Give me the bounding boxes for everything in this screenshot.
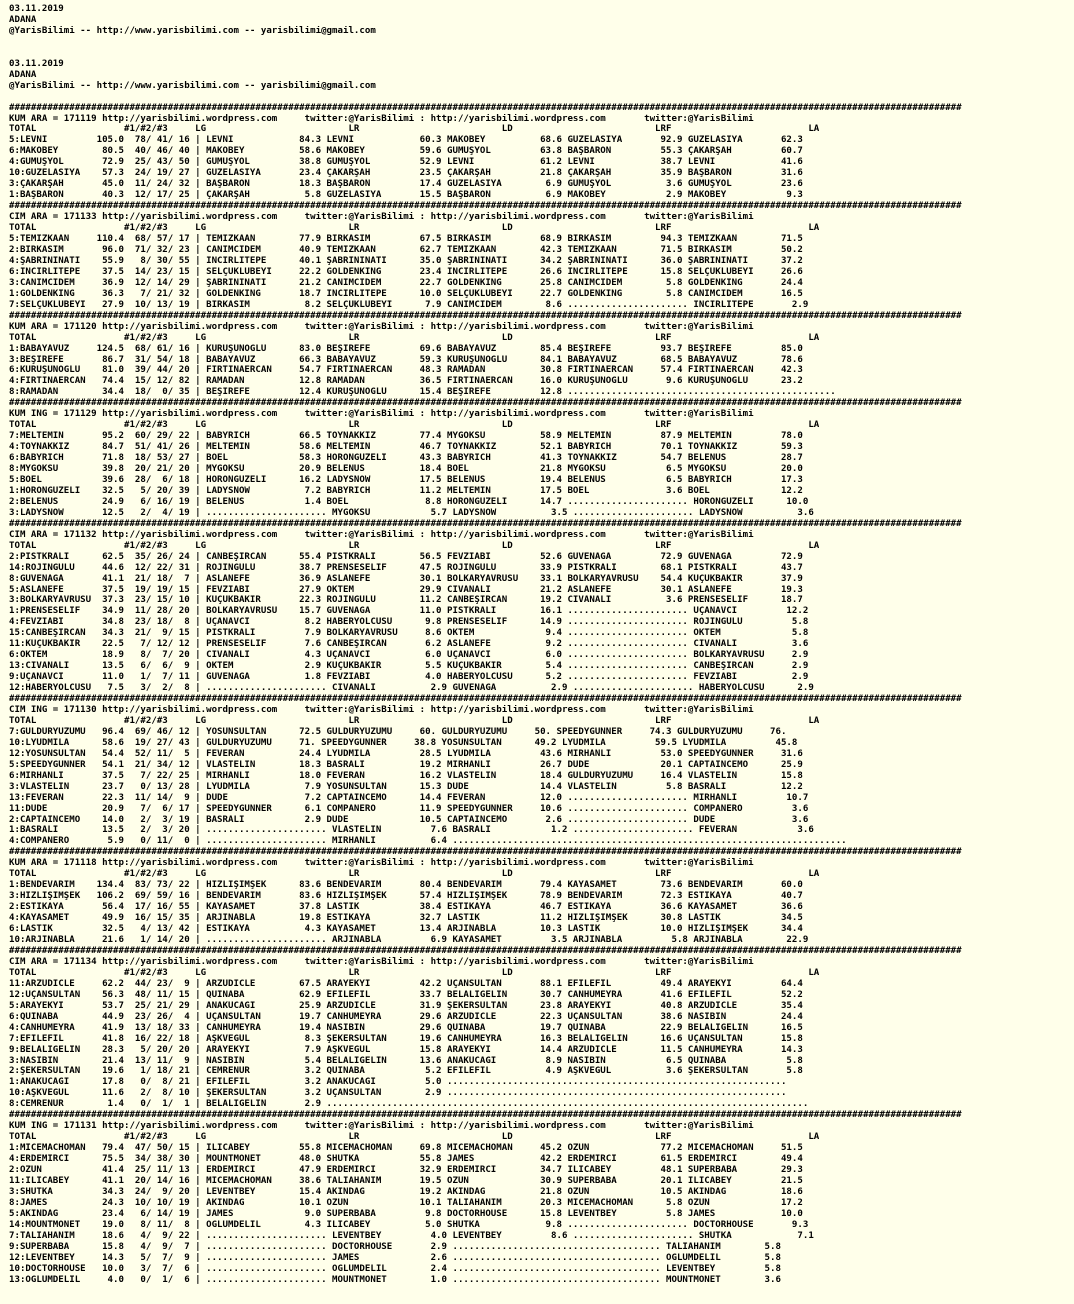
report-line	[9, 37, 1074, 48]
horse-row: 5:SPEEDYGUNNER 54.1 21/ 34/ 12 | VLASTELIN 18.3 BASRALI 19.2 MİRHANLI 26.7 DUDE 20.1 CAPTAINCEMO 25.9	[9, 759, 803, 770]
horse-row: 1:ANAKUCAĞI 17.8 0/ 8/ 21 | EFİLEFİL 3.2 ANAKUCAĞI 5.0 ..............................................................	[9, 1077, 787, 1088]
horse-row: 3:LADYSNOW 12.5 2/ 4/ 19 | ...................... MYGOKSU 5.7 LADYSNOW 3.5 ...................... LADYSNOW 3.6	[9, 507, 814, 518]
horse-row: 9:BELALIGELİN 28.3 5/ 20/ 20 | ARAYEKYİ 7.9 AŞKVEGUL 15.8 ARAYEKYİ 14.4 ARZUDİCLE 11.5 CANHÜMEYRA 14.3	[9, 1044, 803, 1055]
horse-row: 11:ILICABEY 41.1 20/ 14/ 16 | MICEMACHOMAN 38.6 TALIAHANIM 19.5 OZUN 30.9 SUPERBABA 20.1 ILICABEY 21.5	[9, 1175, 803, 1186]
section-separator: ##############################################################################################################################################################################	[9, 310, 962, 321]
horse-row: 13:FEVERAN 22.3 11/ 14/ 9 | DUDE 7.2 CAPTAINCEMO 14.4 FEVERAN 12.0 ...................... MİRHANLI 10.7	[9, 792, 809, 803]
column-header: TOTAL #1/#2/#3 LG LR LD LRF LA	[9, 1132, 820, 1143]
horse-row: 3:SHUTKA 34.3 24/ 9/ 20 | LEVENTBEY 15.4 AKINDAĞ 19.2 AKINDAĞ 21.8 OZUN 10.5 AKINDAĞ 18.6	[9, 1186, 803, 1197]
horse-row: 1:PRENSESELİF 34.9 11/ 28/ 20 | BOLKARYAVRUSU 15.7 GÜVENAĞA 11.0 PİSTKRALI 16.1 ...................... UÇANAVCI 12.2	[9, 606, 809, 617]
horse-row: 1:HORONGÜZELİ 32.5 5/ 20/ 39 | LADYSNOW 7.2 BABYRICH 11.2 MELTEMİN 17.5 BOEL 3.6 BOEL 12.2	[9, 485, 803, 496]
horse-row: 10:AŞKVEGUL 11.6 2/ 8/ 10 | ŞEKERSULTAN 3.2 UÇANSULTAN 2.9 ..............................................................	[9, 1088, 787, 1099]
section-separator: ##############################################################################################################################################################################	[9, 694, 962, 705]
horse-row: 8:JAMES 24.3 10/ 10/ 19 | AKINDAĞ 10.1 OZUN 10.1 TALIAHANIM 20.3 MICEMACHOMAN 5.8 OZUN 17.2	[9, 1197, 803, 1208]
report-line	[9, 48, 1074, 59]
horse-row: 11:DUDE 20.9 7/ 6/ 17 | SPEEDYGUNNER 6.1 COMPANERO 11.9 SPEEDYGUNNER 10.6 ...................... COMPANERO 3.6	[9, 803, 809, 814]
horse-row: 3:HIZLIŞIMŞEK 106.2 69/ 59/ 16 | BENDEVARIM 83.6 HIZLIŞIMŞEK 57.4 HIZLIŞIMŞEK 78.9 BENDEVARIM 72.3 ESTİKAYA 40.7	[9, 891, 803, 902]
horse-row: 7:MELTEMİN 95.2 60/ 29/ 22 | BABYRICH 66.5 TOYNAKKIZ 77.4 MYGOKSU 58.9 MELTEMİN 87.9 MELTEMİN 78.0	[9, 431, 803, 442]
column-header: TOTAL #1/#2/#3 LG LR LD LRF LA	[9, 332, 820, 343]
race-header: KUM ING = 171131 http://yarisbilimi.wordpress.com twitter:@YarisBilimi : http://yarisbilimi.wordpress.com twitter:@YarisBilimi	[9, 1121, 754, 1132]
horse-row: 2:PİSTKRALI 62.5 35/ 26/ 24 | CANBEŞİRCAN 55.4 PİSTKRALI 56.5 FEVZİABİ 52.6 GÜVENAĞA 72.9 GÜVENAĞA 72.9	[9, 551, 803, 562]
horse-row: 2:BİRKASIM 96.0 71/ 32/ 23 | CANIMCİDEM 40.9 TEMİZKAAN 62.7 TEMİZKAAN 42.3 TEMİZKAAN 71.5 BİRKASIM 50.2	[9, 244, 803, 255]
horse-row: 8:MYGOKSU 39.8 20/ 21/ 20 | MYGOKSU 20.9 BELENUS 18.4 BOEL 21.8 MYGOKSU 6.5 MYGOKSU 20.0	[9, 464, 803, 475]
horse-row: 6:QUINABA 44.9 23/ 26/ 4 | UÇANSULTAN 19.7 CANHÜMEYRA 29.6 ARZUDİCLE 22.3 UÇANSULTAN 38.6 NASIBIN 24.4	[9, 1011, 803, 1022]
race-header: KUM ARA = 171119 http://yarisbilimi.wordpress.com twitter:@YarisBilimi : http://yarisbilimi.wordpress.com twitter:@YarisBilimi	[9, 113, 754, 124]
horse-row: 7:GULDÜRYÜZÜMÜ 96.4 69/ 46/ 12 | YOSUNSULTAN 72.5 GULDÜRYÜZÜMÜ 60. GULDÜRYÜZÜMÜ 50. SPEEDYGUNNER 74.3 GULDÜRYÜZÜMÜ 76.	[9, 726, 787, 737]
horse-row: 5:AKINDAĞ 23.4 6/ 14/ 19 | JAMES 9.0 SUPERBABA 9.8 DOCTORHOUSE 15.8 LEVENTBEY 5.8 JAMES 10.0	[9, 1208, 803, 1219]
horse-row: 5:TEMİZKAAN 110.4 68/ 57/ 17 | TEMİZKAAN 77.9 BİRKASIM 67.5 BİRKASIM 68.9 BİRKASIM 94.3 TEMİZKAAN 71.5	[9, 234, 803, 245]
horse-row: 2:OZUN 41.4 25/ 11/ 13 | ERDEMİRCİ 47.9 ERDEMİRCİ 32.9 ERDEMİRCİ 34.7 ILICABEY 48.1 SUPERBABA 29.3	[9, 1165, 803, 1176]
horse-row: 3:BEŞİREFE 86.7 31/ 54/ 18 | BABAYAVUZ 66.3 BABAYAVUZ 59.3 KURUŞUNOĞLU 84.1 BABAYAVUZ 68.5 BABAYAVUZ 78.6	[9, 354, 803, 365]
section-separator: ##############################################################################################################################################################################	[9, 102, 962, 113]
report-line	[9, 92, 1074, 103]
track-name: ADANA	[9, 69, 37, 80]
horse-row: 3:CANIMCİDEM 36.9 12/ 14/ 29 | ŞABRININATI 21.2 CANIMCİDEM 22.7 GOLDENKING 25.8 CANIMCİDEM 5.8 GOLDENKING 24.4	[9, 277, 803, 288]
horse-row: 11:ARZUDİCLE 62.2 44/ 23/ 9 | ARZUDİCLE 67.5 ARAYEKYİ 42.2 UÇANSULTAN 88.1 EFİLEFİL 49.4 ARAYEKYİ 64.4	[9, 978, 803, 989]
track-name: ADANA	[9, 14, 37, 25]
horse-row: 4:GÜMÜŞYOL 72.9 25/ 43/ 50 | GÜMÜŞYOL 38.8 GÜMÜŞYOL 52.9 LEVNİ 61.2 LEVNİ 38.7 LEVNİ 41.6	[9, 157, 803, 168]
race-header: CIM ARA = 171132 http://yarisbilimi.wordpress.com twitter:@YarisBilimi : http://yarisbilimi.wordpress.com twitter:@YarisBilimi	[9, 529, 754, 540]
horse-row: 12:YOSUNSULTAN 54.4 52/ 11/ 5 | FEVERAN 24.4 LYUDMILA 28.5 LYUDMILA 43.6 MİRHANLI 53.0 SPEEDYGUNNER 31.6	[9, 748, 803, 759]
section-separator: ##############################################################################################################################################################################	[9, 518, 962, 529]
horse-row: 4:KAYASAMET 49.9 16/ 15/ 35 | ARJİNABLA 19.8 ESTİKAYA 32.7 LASTİK 11.2 HIZLIŞIMŞEK 30.8 LASTİK 34.5	[9, 913, 803, 924]
column-header: TOTAL #1/#2/#3 LG LR LD LRF LA	[9, 540, 820, 551]
section-separator: ##############################################################################################################################################################################	[9, 201, 962, 212]
horse-row: 6:LASTİK 32.5 4/ 13/ 42 | ESTİKAYA 4.3 KAYASAMET 13.4 ARJİNABLA 10.3 LASTİK 10.0 HIZLIŞIMŞEK 34.4	[9, 924, 803, 935]
horse-row: 8:GÜVENAĞA 41.1 21/ 18/ 7 | ASLANEFE 36.9 ASLANEFE 30.1 BOLKARYAVRUSU 33.1 BOLKARYAVRUSU 54.4 KÜÇÜKBAKIR 37.9	[9, 573, 803, 584]
horse-row: 6:BABYRICH 71.8 18/ 53/ 27 | BOEL 58.3 HORONGÜZELİ 43.3 BABYRICH 41.3 TOYNAKKIZ 54.7 BELENUS 28.7	[9, 453, 803, 464]
contact-line: @YarisBilimi -- http://www.yarisbilimi.com -- yarisbilimi@gmail.com	[9, 80, 376, 91]
horse-row: 12:LEVENTBEY 14.3 5/ 7/ 9 | ...................... JAMES 2.6 ...................................... OGLUMDELİL 5.8	[9, 1252, 781, 1263]
section-separator: ##############################################################################################################################################################################	[9, 1110, 962, 1121]
horse-row: 4:ERDEMİRCİ 75.5 34/ 38/ 30 | MOUNTMONET 48.0 SHUTKA 55.8 JAMES 42.2 ERDEMİRCİ 61.5 ERDEMİRCİ 49.4	[9, 1154, 803, 1165]
horse-row: 11:KÜÇÜKBAKIR 22.5 7/ 12/ 12 | PRENSESELİF 7.6 CANBEŞİRCAN 6.2 ASLANEFE 9.2 ...................... CİVANALİ 3.6	[9, 639, 809, 650]
report-date: 03.11.2019	[9, 4, 64, 14]
section-separator: ##############################################################################################################################################################################	[9, 847, 962, 858]
horse-row: 4:COMPANERO 5.9 0/ 11/ 0 | ...................... MİRHANLI 6.4 ........................................................................	[9, 836, 847, 847]
horse-row: 2:BELENUS 24.9 6/ 16/ 19 | BELENUS 1.4 BOEL 8.8 HORONGÜZELİ 14.7 ...................... HORONGÜZELİ 10.0	[9, 496, 809, 507]
horse-row: 1:BABAYAVUZ 124.5 68/ 61/ 16 | KURUŞUNOĞLU 83.0 BEŞİREFE 69.6 BABAYAVUZ 85.4 BEŞİREFE 93.7 BEŞİREFE 85.0	[9, 343, 803, 354]
horse-row: 1:BASRALI 13.5 2/ 3/ 20 | ...................... VLASTELIN 7.6 BASRALI 1.2 ...................... FEVERAN 3.6	[9, 825, 814, 836]
contact-line: @YarisBilimi -- http://www.yarisbilimi.com -- yarisbilimi@gmail.com	[9, 25, 376, 36]
horse-row: 6:MİRHANLI 37.5 7/ 22/ 25 | MİRHANLI 18.0 FEVERAN 16.2 VLASTELIN 18.4 GULDÜRYÜZÜMÜ 16.4 VLASTELIN 15.8	[9, 770, 803, 781]
column-header: TOTAL #1/#2/#3 LG LR LD LRF LA	[9, 869, 820, 880]
race-header: CIM ARA = 171134 http://yarisbilimi.wordpress.com twitter:@YarisBilimi : http://yarisbilimi.wordpress.com twitter:@YarisBilimi	[9, 956, 754, 967]
column-header: TOTAL #1/#2/#3 LG LR LD LRF LA	[9, 124, 820, 135]
horse-row: 6:MAKOBEY 80.5 40/ 46/ 40 | MAKOBEY 58.6 MAKOBEY 59.6 GÜMÜŞYOL 63.8 BAŞBARON 55.3 ÇAKARŞAH 60.7	[9, 146, 803, 157]
horse-row: 1:BAŞBARON 40.3 12/ 17/ 25 | ÇAKARŞAH 5.8 GÜZELASİYA 15.5 BAŞBARON 6.9 MAKOBEY 2.9 MAKOBEY 9.3	[9, 190, 803, 201]
horse-row: 13:CİVANALİ 13.5 6/ 6/ 9 | ÖKTEM 2.9 KÜÇÜKBAKIR 5.5 KÜÇÜKBAKIR 5.4 ...................... CANBEŞİRCAN 2.9	[9, 661, 809, 672]
horse-row: 10:LYUDMILA 58.6 19/ 27/ 43 | GULDÜRYÜZÜMÜ 71. SPEEDYGUNNER 38.8 YOSUNSULTAN 49.2 LYUDMILA 59.5 LYUDMILA 45.8	[9, 737, 798, 748]
race-header: KUM ARA = 171120 http://yarisbilimi.wordpress.com twitter:@YarisBilimi : http://yarisbilimi.wordpress.com twitter:@YarisBilimi	[9, 321, 754, 332]
horse-row: 2:CAPTAINCEMO 14.0 2/ 3/ 19 | BASRALI 2.9 DUDE 10.5 CAPTAINCEMO 2.6 ...................... DUDE 3.6	[9, 814, 809, 825]
horse-row: 9:UÇANAVCI 11.0 1/ 7/ 11 | GÜVENAĞA 1.8 FEVZİABİ 4.0 HABERYOLCUSU 5.2 ...................... FEVZİABİ 2.9	[9, 672, 809, 683]
section-separator: ##############################################################################################################################################################################	[9, 398, 962, 409]
horse-row: 3:BOLKARYAVRUSU 37.3 23/ 15/ 10 | KÜÇÜKBAKIR 22.3 ROJİNGÜLÜ 11.2 CANBEŞİRCAN 19.2 CİVANALİ 3.6 PRENSESELİF 18.7	[9, 595, 803, 606]
horse-row: 9:SUPERBABA 15.8 4/ 9/ 7 | ...................... DOCTORHOUSE 2.9 ...................................... TALIAHANIM 5.8	[9, 1241, 781, 1252]
horse-row: 4:ŞABRININATI 55.9 8/ 30/ 55 | İNCİRLİTEPE 40.1 ŞABRININATI 35.0 ŞABRININATI 34.2 ŞABRININATI 36.0 ŞABRININATI 37.2	[9, 255, 803, 266]
horse-row: 4:FIRTINAERCAN 74.4 15/ 12/ 82 | RAMADAN 12.8 RAMADAN 36.5 FIRTINAERCAN 16.0 KURUŞUNOĞLU 9.6 KURUŞUNOĞLU 23.2	[9, 376, 803, 387]
horse-row: 14:MOUNTMONET 19.0 8/ 11/ 8 | OGLUMDELİL 4.3 ILICABEY 5.0 SHUTKA 9.8 ...................... DOCTORHOUSE 9.3	[9, 1219, 809, 1230]
horse-row: 5:LEVNİ 105.0 78/ 41/ 16 | LEVNİ 84.3 LEVNİ 60.3 MAKOBEY 68.6 GÜZELASİYA 92.9 GÜZELASİYA 62.3	[9, 135, 803, 146]
horse-row: 3:ÇAKARŞAH 45.0 11/ 24/ 32 | BAŞBARON 18.3 BAŞBARON 17.4 GÜZELASİYA 6.9 GÜMÜŞYOL 3.6 GÜMÜŞYOL 23.6	[9, 179, 803, 190]
horse-row: 4:FEVZİABİ 34.8 23/ 18/ 8 | UÇANAVCI 8.2 HABERYOLCUSU 9.8 PRENSESELİF 14.9 ...................... ROJİNGÜLÜ 5.8	[9, 617, 809, 628]
race-header: KUM ARA = 171118 http://yarisbilimi.wordpress.com twitter:@YarisBilimi : http://yarisbilimi.wordpress.com twitter:@YarisBilimi	[9, 858, 754, 869]
horse-row: 8:RAMADAN 34.4 18/ 0/ 35 | BEŞİREFE 12.4 KURUŞUNOĞLU 15.4 BEŞİREFE 12.8 .................................................	[9, 387, 836, 398]
race-header: CIM ING = 171130 http://yarisbilimi.wordpress.com twitter:@YarisBilimi : http://yarisbilimi.wordpress.com twitter:@YarisBilimi	[9, 705, 754, 715]
horse-row: 4:CANHÜMEYRA 41.9 13/ 18/ 33 | CANHÜMEYRA 19.4 NASIBIN 29.6 QUINABA 19.7 QUINABA 22.9 BELALIGELİN 16.5	[9, 1022, 803, 1033]
horse-row: 6:KURUŞUNOĞLU 81.0 39/ 44/ 20 | FIRTINAERCAN 54.7 FIRTINAERCAN 48.3 RAMADAN 30.8 FIRTINAERCAN 57.4 FIRTINAERCAN 42.3	[9, 365, 803, 376]
section-separator: ##############################################################################################################################################################################	[9, 945, 962, 956]
horse-row: 7:EFİLEFİL 41.8 16/ 22/ 18 | AŞKVEGUL 8.3 ŞEKERSULTAN 19.6 CANHÜMEYRA 16.3 BELALIGELİN 16.6 UÇANSULTAN 15.8	[9, 1033, 803, 1044]
horse-row: 3:NASIBIN 21.4 13/ 11/ 9 | NASIBIN 5.4 BELALIGELİN 13.6 ANAKUCAĞI 8.9 NASIBIN 6.5 QUINABA 5.8	[9, 1055, 803, 1066]
horse-row: 7:SELÇUKLUBEYİ 27.9 10/ 13/ 19 | BİRKASIM 8.2 SELÇUKLUBEYİ 7.9 CANIMCİDEM 8.6 ...................... İNCİRLİTEPE 2.9	[9, 299, 809, 310]
horse-row: 10:GÜZELASİYA 57.3 24/ 19/ 27 | GÜZELASİYA 23.4 ÇAKARŞAH 23.5 ÇAKARŞAH 21.8 ÇAKARŞAH 35.9 BAŞBARON 31.6	[9, 168, 803, 179]
horse-row: 6:İNCİRLİTEPE 37.5 14/ 23/ 15 | SELÇUKLUBEYİ 22.2 GOLDENKING 23.4 İNCİRLİTEPE 26.6 İNCİRLİTEPE 15.8 SELÇUKLUBEYİ 26.6	[9, 266, 803, 277]
horse-row: 10:ARJİNABLA 21.6 1/ 14/ 20 | ...................... ARJİNABLA 6.9 KAYASAMET 3.5 ARJİNABLA 5.8 ARJİNABLA 22.9	[9, 935, 809, 946]
horse-row: 2:ŞEKERSULTAN 19.6 1/ 18/ 21 | CEMRENUR 3.2 QUINABA 5.2 EFİLEFİL 4.9 AŞKVEGUL 3.6 ŞEKERSULTAN 5.8	[9, 1066, 803, 1077]
race-header: CIM ARA = 171133 http://yarisbilimi.wordpress.com twitter:@YarisBilimi : http://yarisbilimi.wordpress.com twitter:@YarisBilimi	[9, 212, 754, 223]
horse-row: 5:BOEL 39.6 28/ 6/ 18 | HORONGÜZELİ 16.2 LADYSNOW 17.5 BELENUS 19.4 BELENUS 6.5 BABYRICH 17.3	[9, 474, 803, 485]
horse-row: 2:ESTİKAYA 56.4 17/ 16/ 55 | KAYASAMET 37.8 LASTİK 38.4 ESTİKAYA 46.7 ESTİKAYA 36.6 KAYASAMET 36.6	[9, 902, 803, 913]
horse-row: 13:OGLUMDELİL 4.0 0/ 1/ 6 | ...................... MOUNTMONET 1.0 ...................................... MOUNTMONET 3.6	[9, 1274, 781, 1285]
horse-row: 6:ÖKTEM 18.9 8/ 7/ 20 | CİVANALİ 4.3 UÇANAVCI 6.0 UÇANAVCI 6.0 ...................... BOLKARYAVRUSU 2.9	[9, 650, 809, 661]
column-header: TOTAL #1/#2/#3 LG LR LD LRF LA	[9, 967, 820, 978]
report-date: 03.11.2019	[9, 58, 64, 69]
horse-row: 8:CEMRENUR 1.4 0/ 1/ 1 | BELALIGELİN 2.9 ........................................................................................	[9, 1099, 809, 1110]
horse-row: 12:UÇANSULTAN 56.3 48/ 11/ 15 | QUINABA 62.9 EFİLEFİL 33.7 BELALIGELİN 30.7 CANHÜMEYRA 41.6 EFİLEFİL 52.2	[9, 989, 803, 1000]
horse-row: 7:TALIAHANIM 18.6 4/ 9/ 22 | ...................... LEVENTBEY 4.0 LEVENTBEY 8.6 ...................... SHUTKA 7.1	[9, 1230, 814, 1241]
horse-row: 4:TOYNAKKIZ 84.7 51/ 41/ 26 | MELTEMİN 58.6 MELTEMİN 46.7 TOYNAKKIZ 52.1 BABYRICH 70.1 TOYNAKKIZ 59.3	[9, 442, 803, 453]
horse-row: 14:ROJİNGÜLÜ 44.6 12/ 22/ 31 | ROJİNGÜLÜ 38.7 PRENSESELİF 47.5 ROJİNGÜLÜ 33.9 PİSTKRALI 68.1 PİSTKRALI 43.7	[9, 562, 803, 573]
race-header: KUM ING = 171129 http://yarisbilimi.wordpress.com twitter:@YarisBilimi : http://yarisbilimi.wordpress.com twitter:@YarisBilimi	[9, 409, 754, 420]
column-header: TOTAL #1/#2/#3 LG LR LD LRF LA	[9, 715, 820, 726]
horse-row: 1:GOLDENKING 36.3 7/ 21/ 32 | GOLDENKING 18.7 İNCİRLİTEPE 10.0 SELÇUKLUBEYİ 22.7 GOLDENKING 5.8 CANIMCİDEM 16.5	[9, 288, 803, 299]
horse-row: 1:MICEMACHOMAN 79.4 47/ 50/ 15 | ILICABEY 55.8 MICEMACHOMAN 69.8 MICEMACHOMAN 45.2 OZUN 77.2 MICEMACHOMAN 51.5	[9, 1143, 803, 1154]
horse-row: 1:BENDEVARIM 134.4 83/ 73/ 22 | HIZLIŞIMŞEK 83.6 BENDEVARIM 80.4 BENDEVARIM 79.4 KAYASAMET 73.6 BENDEVARIM 60.0	[9, 880, 803, 891]
horse-row: 3:VLASTELIN 23.7 0/ 13/ 28 | LYUDMILA 7.9 YOSUNSULTAN 15.3 DUDE 14.4 VLASTELIN 5.8 BASRALI 12.2	[9, 781, 803, 792]
horse-row: 5:ARAYEKYİ 53.7 25/ 21/ 29 | ANAKUCAĞI 25.9 ARZUDİCLE 31.9 ŞEKERSULTAN 23.8 ARAYEKYİ 40.8 ARZUDİCLE 35.4	[9, 1000, 803, 1011]
horse-row: 5:ASLANEFE 37.5 19/ 19/ 15 | FEVZİABİ 27.9 ÖKTEM 29.9 CİVANALİ 21.2 ASLANEFE 30.1 ASLANEFE 19.3	[9, 584, 803, 595]
horse-row: 15:CANBEŞİRCAN 34.3 21/ 9/ 15 | PİSTKRALI 7.9 BOLKARYAVRUSU 8.6 ÖKTEM 9.4 ...................... ÖKTEM 5.8	[9, 628, 809, 639]
column-header: TOTAL #1/#2/#3 LG LR LD LRF LA	[9, 420, 820, 431]
horse-row: 12:HABERYOLCUSU 7.5 3/ 2/ 8 | ...................... CİVANALİ 2.9 GÜVENAĞA 2.9 ...................... HABERYOLCUSU 2.9	[9, 683, 814, 694]
column-header: TOTAL #1/#2/#3 LG LR LD LRF LA	[9, 223, 820, 234]
horse-row: 10:DOCTORHOUSE 10.0 3/ 7/ 6 | ...................... OGLUMDELİL 2.4 ...................................... LEVENTBEY 5.8	[9, 1263, 781, 1274]
